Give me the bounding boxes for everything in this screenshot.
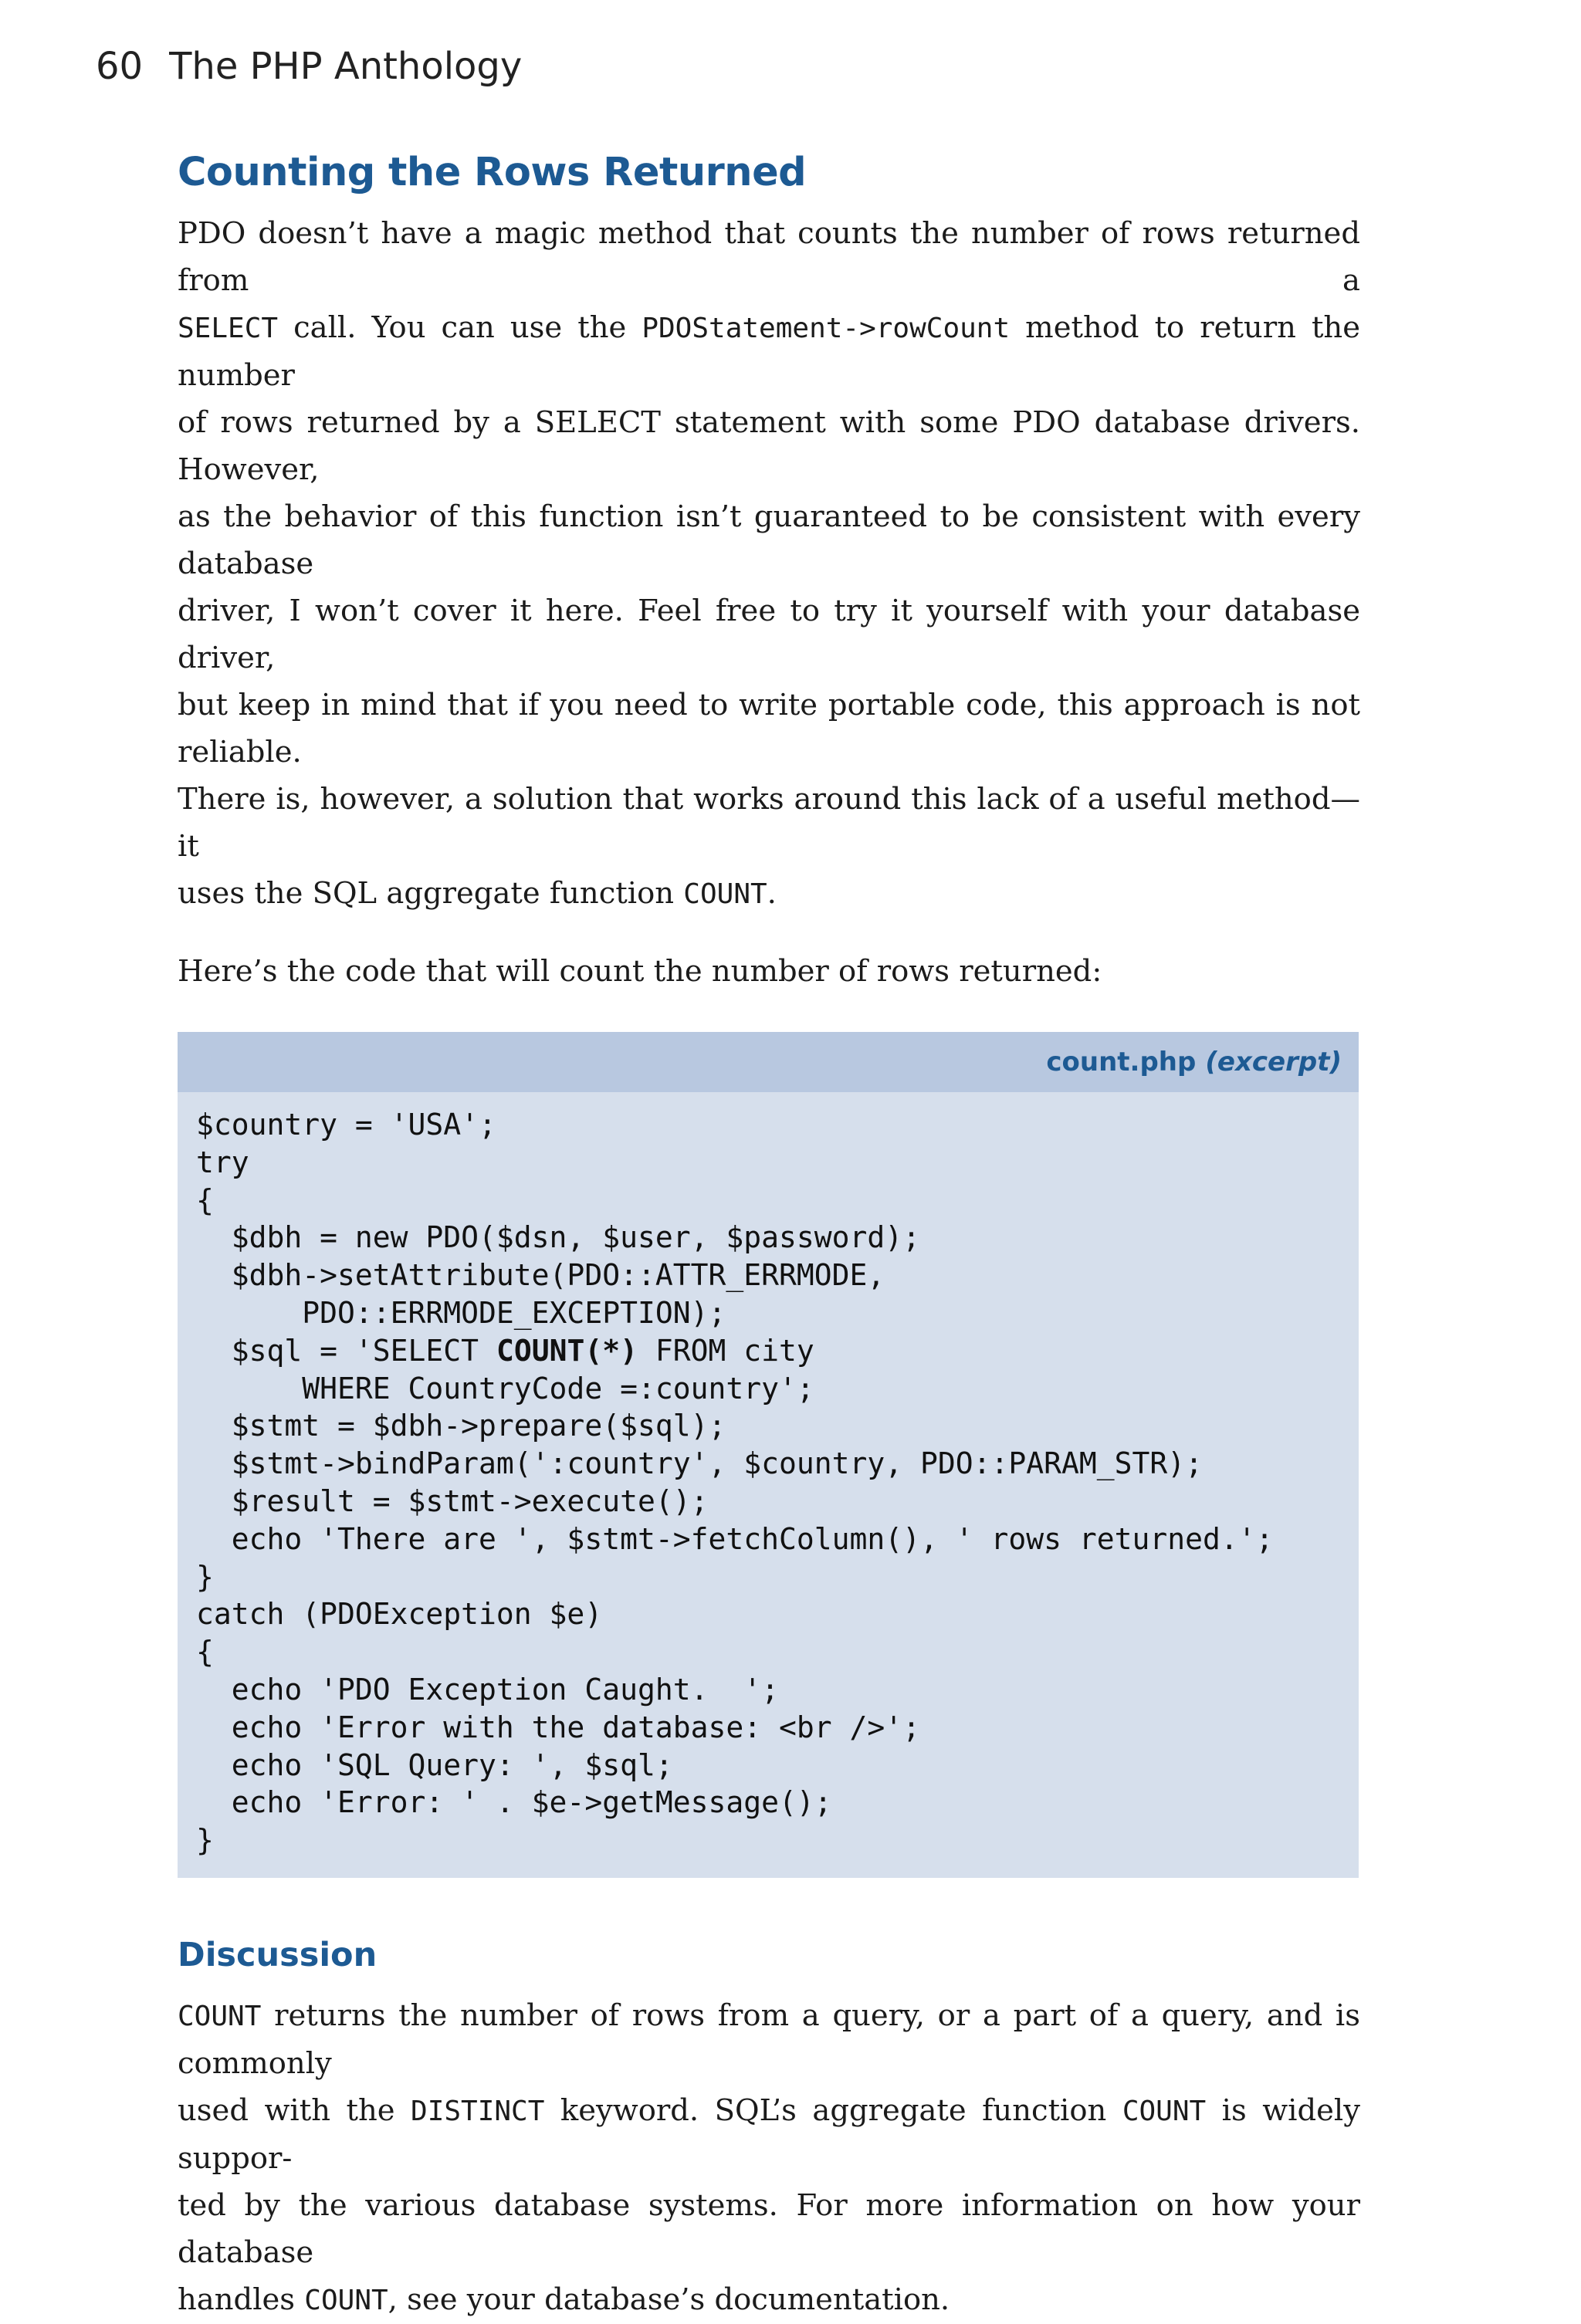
code-line: $dbh = new PDO($dsn, $user, $password); [196, 1220, 920, 1255]
text-run: is widely suppor- [178, 2092, 1360, 2176]
paragraph-line: of rows returned by a SELECT statement with some PDO database drivers. However, [178, 405, 1360, 487]
text-run: call. You can use the [278, 310, 642, 345]
text-run: . [767, 876, 777, 911]
inline-code: SELECT [178, 313, 279, 344]
code-line: echo 'Error with the database: <br />'; [196, 1710, 920, 1744]
code-line: $country = 'USA'; [196, 1108, 496, 1142]
text-run: keyword. SQL’s aggregate function [544, 2092, 1122, 2128]
paragraph-line: driver, I won’t cover it here. Feel free to try it yourself with your database driver, [178, 594, 1360, 675]
code-caption-filename: count.php [1046, 1047, 1197, 1077]
paragraph-line: Here’s the code that will count the number of rows returned: [178, 954, 1102, 989]
code-text: FROM city [637, 1333, 814, 1368]
code-line: catch (PDOException $e) [196, 1597, 603, 1632]
text-run: returns the number of rows from a query, or a part of a query, and is commonly [178, 1998, 1360, 2081]
code-line: $stmt = $dbh->prepare($sql); [196, 1409, 726, 1443]
inline-code: PDOStatement->rowCount [642, 313, 1011, 344]
discussion-paragraph [178, 1992, 1360, 2324]
code-line: { [196, 1182, 214, 1217]
code-line: $dbh->setAttribute(PDO::ATTR_ERRMODE, [196, 1258, 885, 1293]
code-highlight: COUNT(*) [496, 1333, 638, 1368]
code-line: } [196, 1559, 214, 1594]
code-line-sql [196, 1332, 1359, 1370]
code-line: try [196, 1145, 249, 1179]
code-text: $sql = 'SELECT [196, 1333, 496, 1368]
paragraph-line [178, 304, 1360, 399]
paragraph-line: PDO doesn’t have a magic method that counts the number of rows returned from a [178, 216, 1360, 298]
code-line: echo 'SQL Query: ', $sql; [196, 1747, 673, 1782]
code-line: echo 'PDO Exception Caught. '; [196, 1672, 779, 1707]
inline-code: COUNT [304, 2284, 388, 2316]
code-line: echo 'Error: ' . $e->getMessage(); [196, 1785, 832, 1820]
paragraph-line: There is, however, a solution that works around this lack of a useful method—it [178, 782, 1360, 864]
book-title: The PHP Anthology [169, 45, 523, 88]
subsection-heading: Discussion [178, 1935, 377, 1974]
paragraph-line [178, 2276, 1360, 2324]
code-line: echo 'There are ', $stmt->fetchColumn(), ' rows returned.'; [196, 1521, 1274, 1556]
code-line: PDO::ERRMODE_EXCEPTION); [196, 1295, 726, 1330]
code-caption-note: (excerpt) [1205, 1047, 1342, 1077]
inline-code: COUNT [683, 878, 767, 910]
code-caption [178, 1032, 1359, 1092]
code-line: $stmt->bindParam(':country', $country, PDO::PARAM_STR); [196, 1446, 1204, 1481]
paragraph-line: ted by the various database systems. For more information on how your database [178, 2187, 1360, 2270]
running-head [96, 45, 522, 88]
paragraph-line [178, 870, 1360, 918]
paragraph-line [178, 2087, 1360, 2182]
code-listing [178, 1032, 1359, 1878]
code-line: { [196, 1635, 214, 1669]
text-run: uses the SQL aggregate function [178, 876, 684, 911]
text-run: used with the [178, 2092, 411, 2128]
page-content [178, 145, 1360, 2324]
code-line: $result = $stmt->execute(); [196, 1483, 709, 1518]
code-block [178, 1092, 1359, 1878]
code-line: } [196, 1823, 214, 1858]
intro-paragraph [178, 210, 1360, 918]
paragraph-line: as the behavior of this function isn’t guaranteed to be consistent with every database [178, 499, 1360, 581]
paragraph-line [178, 1992, 1360, 2087]
inline-code: DISTINCT [411, 2095, 545, 2127]
paragraph-line: but keep in mind that if you need to write portable code, this approach is not reliable. [178, 688, 1360, 770]
inline-code: COUNT [178, 2000, 262, 2032]
inline-code: COUNT [1122, 2095, 1207, 2127]
section-heading: Counting the Rows Returned [178, 150, 807, 195]
text-run: method to return the number [178, 310, 1360, 393]
text-run: , see your database’s documentation. [388, 2282, 950, 2317]
page-number: 60 [96, 45, 144, 88]
code-line: WHERE CountryCode =:country'; [196, 1371, 814, 1406]
text-run: handles [178, 2282, 305, 2317]
lead-in-paragraph [178, 948, 1360, 995]
